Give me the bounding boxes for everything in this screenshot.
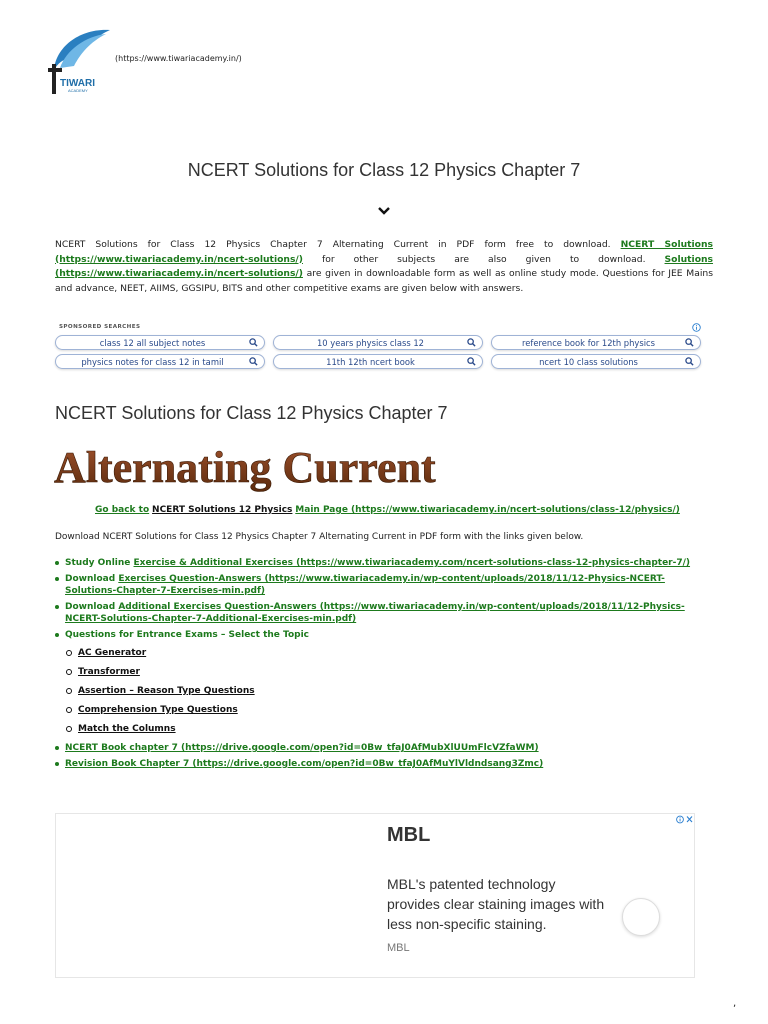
ad-arrow-button[interactable] [622,898,660,936]
advertisement[interactable] [55,813,695,978]
revision-book-link[interactable]: Revision Book Chapter 7 (https://drive.google.com/open?id=0Bw_tfaJ0AfMuYlVldndsang3Zmc) [65,759,544,769]
search-chip[interactable]: reference book for 12th physics [491,335,701,350]
ncert-solutions-link[interactable]: NCERT Solutions (https://www.tiwariacademy.in/ncert-solutions/) [55,239,713,265]
ad-brand[interactable]: MBL [387,824,431,846]
study-online-link[interactable]: Exercise & Additional Exercises (https://www.tiwariacademy.com/ncert-solutions-class-12-physics-chapter-7/) [133,558,691,568]
search-chip[interactable]: class 12 all subject notes [55,335,265,350]
page-title: NCERT Solutions for Class 12 Physics Chapter 7 [187,160,581,180]
ad-description[interactable]: MBL's patented technology provides clear staining images with less non-specific staining. [387,876,605,932]
corner-mark: , [733,998,737,1009]
list-item [55,758,715,770]
ad-source[interactable]: MBL [387,942,410,954]
alternating-current-banner [54,440,504,496]
search-icon [467,338,476,347]
list-item [55,742,715,754]
additional-exercises-download-link[interactable]: Additional Exercises Question-Answers (https://www.tiwariacademy.in/wp-content/uploads/2018/11/12-Physics-NCERT-Solutions-Chapter-7-Additional-Exercises-min.pdf) [65,602,685,624]
logo-text: TIWARI [60,78,95,89]
topic-item[interactable]: AC Generator [55,647,715,659]
download-instructions: Download NCERT Solutions for Class 12 Physics Chapter 7 Alternating Current in PDF form with the links given below. [55,532,584,542]
info-icon[interactable] [692,323,701,332]
logo-link-url[interactable]: (https://www.tiwariacademy.in/) [115,54,242,63]
solutions-link[interactable]: Solutions (https://www.tiwariacademy.in/ncert-solutions/) [55,253,714,279]
resource-list [55,557,715,774]
search-chip[interactable]: 11th 12th ncert book [273,354,483,369]
ad-close-icon[interactable] [676,815,694,824]
search-icon [685,338,694,347]
tiwari-academy-logo[interactable] [46,26,114,96]
search-chip[interactable]: physics notes for class 12 in tamil [55,354,265,369]
section-title: NCERT Solutions for Class 12 Physics Chapter 7 [55,403,448,423]
intro-paragraph: NCERT Solutions for Class 12 Physics Chapter 7 Alternating Current in PDF form free to download. NCERT Solutions (https://www.tiwariacademy.in/ncert-solutions/) for other subjects are also given to download. Solutions (https://www.tiwariacademy.in/ncert-solutions/) are given in downloadable form as well as online study mode. Questions for JEE Mains and advance, NEET, AIIMS, GGSIPU, BITS and other competitive exams are given below with answers. [55,239,714,294]
main-page-link[interactable]: Main Page (https://www.tiwariacademy.in/ncert-solutions/class-12/physics/) [295,505,680,515]
exercises-download-link[interactable]: Exercises Question-Answers (https://www.tiwariacademy.in/wp-content/uploads/2018/11/12-Physics-NCERT-Solutions-Chapter-7-Exercises-min.pdf) [65,574,665,596]
topic-item[interactable]: Assertion – Reason Type Questions [55,685,715,697]
search-icon [467,357,476,366]
search-chip[interactable]: ncert 10 class solutions [491,354,701,369]
go-back-line: Go back to NCERT Solutions 12 Physics Main Page (https://www.tiwariacademy.in/ncert-solutions/class-12/physics/) [95,505,680,515]
ncert-physics-link[interactable]: NCERT Solutions 12 Physics [152,505,293,515]
svg-text:Alternating Current: Alternating Current [54,443,436,492]
topic-item[interactable]: Comprehension Type Questions [55,704,715,716]
sponsored-searches-label: SPONSORED SEARCHES [59,324,141,330]
ncert-book-link[interactable]: NCERT Book chapter 7 (https://drive.google.com/open?id=0Bw_tfaJ0AfMubXlUUmFlcVZfaWM) [65,743,539,753]
search-icon [249,357,258,366]
search-chip[interactable]: 10 years physics class 12 [273,335,483,350]
search-icon [685,357,694,366]
topic-item[interactable]: Match the Columns [55,723,715,735]
list-item: Study Online Exercise & Additional Exercises (https://www.tiwariacademy.com/ncert-solutions-class-12-physics-chapter-7/) [55,557,715,569]
list-item: Download Additional Exercises Question-Answers (https://www.tiwariacademy.in/wp-content/uploads/2018/11/12-Physics-NCERT-Solutions-Chapter-7-Additional-Exercises-min.pdf) [55,601,715,625]
search-icon [249,338,258,347]
chevron-down-icon[interactable] [376,204,392,218]
list-item: Download Exercises Question-Answers (https://www.tiwariacademy.in/wp-content/uploads/2018/11/12-Physics-NCERT-Solutions-Chapter-7-Exercises-min.pdf) [55,573,715,597]
list-item: Questions for Entrance Exams – Select the Topic [55,629,715,641]
logo-subtext: ACADEMY [68,88,88,93]
topic-item[interactable]: Transformer [55,666,715,678]
